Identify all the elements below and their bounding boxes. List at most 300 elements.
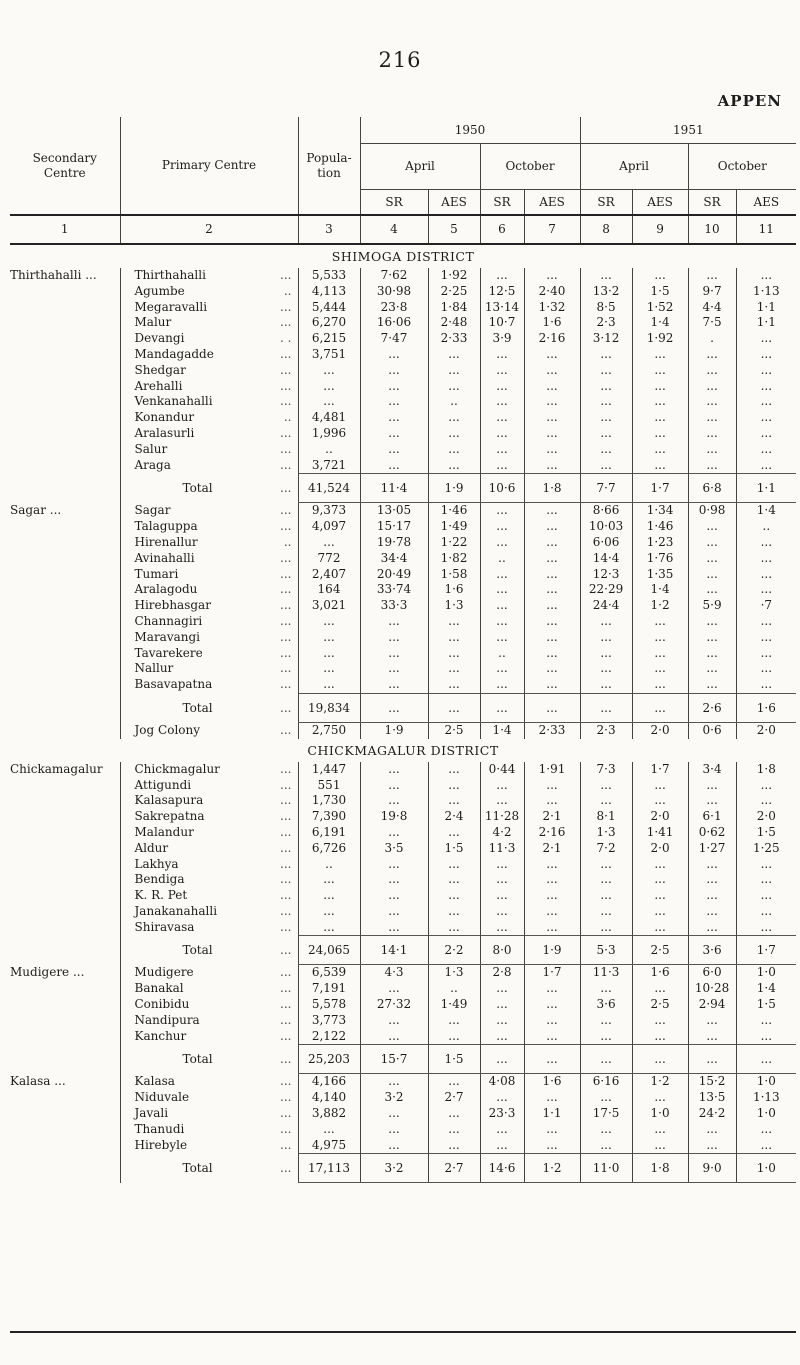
- sr-1951-april-cell: ...: [580, 394, 632, 410]
- sr-1950-october-cell: ...: [480, 458, 524, 474]
- aes-1951-april-cell: ...: [632, 857, 688, 873]
- secondary-centre-cell: [10, 300, 120, 316]
- aes-1950-october-cell: ...: [524, 904, 580, 920]
- leader-dots: ...: [280, 613, 292, 628]
- sr-1950-april-cell: 16·06: [360, 315, 428, 331]
- aes-1950-october-cell: ...: [524, 363, 580, 379]
- secondary-centre-cell: [10, 722, 120, 738]
- primary-centre-cell: Araga: [120, 458, 270, 474]
- sr-1950-april-cell: 15·17: [360, 519, 428, 535]
- aes-1950-april-cell: 1·3: [428, 598, 480, 614]
- leader-dots: ...: [280, 503, 292, 518]
- primary-centre-cell: Avinahalli: [120, 551, 270, 567]
- primary-centre-cell: Salur: [120, 442, 270, 458]
- aes-1951-april-cell: 1·35: [632, 567, 688, 583]
- sr-1950-april-cell: ...: [360, 677, 428, 693]
- leader-dots: ...: [280, 700, 292, 715]
- population-cell: 2,750: [298, 722, 360, 738]
- primary-centre-cell: Venkanahalli: [120, 394, 270, 410]
- leader-dots: ...: [280, 1090, 292, 1105]
- primary-centre-cell: Nandipura: [120, 1013, 270, 1029]
- population-cell: 2,407: [298, 567, 360, 583]
- aes-1951-october-cell: ·7: [736, 598, 796, 614]
- secondary-centre-cell: [10, 661, 120, 677]
- sr-1951-october-cell: 6·8: [688, 474, 736, 503]
- sr-1950-april-cell: ...: [360, 920, 428, 936]
- sr-1951-april-cell: ...: [580, 981, 632, 997]
- aes-1951-april-cell: ...: [632, 458, 688, 474]
- aes-1950-april-cell: 1·46: [428, 503, 480, 519]
- secondary-centre-cell: [10, 630, 120, 646]
- aes-1951-october-cell: 1·7: [736, 936, 796, 965]
- secondary-centre-cell: [10, 920, 120, 936]
- table-row: [10, 920, 796, 936]
- primary-centre-cell: Aralagodu: [120, 582, 270, 598]
- aes-1951-october-cell: 1·1: [736, 315, 796, 331]
- sr-1950-october-cell: 14·6: [480, 1154, 524, 1183]
- sr-1951-april-cell: 17·5: [580, 1106, 632, 1122]
- primary-centre-cell: Bendiga: [120, 872, 270, 888]
- primary-centre-cell: Javali: [120, 1106, 270, 1122]
- sr-1950-october-cell: ..: [480, 646, 524, 662]
- aes-1950-april-cell: ..: [428, 981, 480, 997]
- aes-1950-october-cell: ...: [524, 426, 580, 442]
- aes-1950-october-cell: ...: [524, 535, 580, 551]
- aes-1951-october-cell: 2·0: [736, 809, 796, 825]
- sr-1951-october-cell: ...: [688, 519, 736, 535]
- aes-1951-october-cell: 1·0: [736, 1074, 796, 1090]
- sr-1951-april-cell: ...: [580, 904, 632, 920]
- sr-1950-april-cell: 33·74: [360, 582, 428, 598]
- sr-1951-october-cell: ...: [688, 458, 736, 474]
- primary-centre-cell: Nallur: [120, 661, 270, 677]
- column-number: 10: [688, 215, 736, 244]
- secondary-centre-cell: [10, 598, 120, 614]
- aes-1950-april-cell: 1·84: [428, 300, 480, 316]
- primary-centre-cell: Hirebhasgar: [120, 598, 270, 614]
- population-cell: ...: [298, 535, 360, 551]
- sr-1951-april-cell: ...: [580, 920, 632, 936]
- population-cell: 17,113: [298, 1154, 360, 1183]
- sr-1951-april-cell: ...: [580, 442, 632, 458]
- primary-centre-cell: Chickmagalur: [120, 762, 270, 778]
- sr-1951-october-cell: ...: [688, 778, 736, 794]
- sr-1951-april-cell: ...: [580, 888, 632, 904]
- primary-centre-cell: Talaguppa: [120, 519, 270, 535]
- aes-1950-april-cell: ...: [428, 614, 480, 630]
- aes-1951-october-cell: 1·0: [736, 1154, 796, 1183]
- primary-centre-cell: Devangi: [120, 331, 270, 347]
- aes-1951-october-cell: ...: [736, 394, 796, 410]
- leader-dots: ...: [280, 299, 292, 314]
- aes-1950-october-cell: ...: [524, 793, 580, 809]
- aes-1951-october-cell: ...: [736, 1013, 796, 1029]
- morbidity-table: [10, 117, 796, 1183]
- secondary-centre-cell: Kalasa ...: [10, 1074, 66, 1089]
- sr-1950-october-cell: ...: [480, 693, 524, 722]
- aes-1951-october-cell: 1·5: [736, 825, 796, 841]
- sr-1951-october-cell: ...: [688, 363, 736, 379]
- leader-dots: ...: [280, 761, 292, 776]
- aes-1951-october-cell: ..: [736, 519, 796, 535]
- primary-centre-cell: Agumbe: [120, 284, 270, 300]
- sr-1950-april-cell: ...: [360, 347, 428, 363]
- secondary-centre-cell: [10, 904, 120, 920]
- aes-1950-october-cell: ...: [524, 394, 580, 410]
- sr-1950-april-cell: ...: [360, 762, 428, 778]
- aes-1951-april-cell: ...: [632, 1013, 688, 1029]
- column-number: 3: [298, 215, 360, 244]
- sr-1951-april-cell: 10·03: [580, 519, 632, 535]
- aes-1950-april-cell: ...: [428, 630, 480, 646]
- aes-1950-october-cell: ...: [524, 582, 580, 598]
- sr-1951-april-cell: 7·3: [580, 762, 632, 778]
- population-cell: 25,203: [298, 1045, 360, 1074]
- sr-1950-october-cell: ...: [480, 363, 524, 379]
- sr-1950-april-cell: ...: [360, 614, 428, 630]
- aes-1951-april-cell: ...: [632, 981, 688, 997]
- secondary-centre-cell: [10, 519, 120, 535]
- table-row: [10, 1074, 796, 1090]
- sr-1951-october-cell: ...: [688, 614, 736, 630]
- running-header: APPEN: [717, 92, 782, 110]
- district-heading-row: [10, 739, 796, 762]
- table-row: [10, 722, 796, 738]
- population-cell: ...: [298, 614, 360, 630]
- sr-1950-october-cell: 10·6: [480, 474, 524, 503]
- aes-1950-october-cell: 1·9: [524, 936, 580, 965]
- sr-1951-april-cell: 8·5: [580, 300, 632, 316]
- aes-1951-october-cell: ...: [736, 1138, 796, 1154]
- aes-1951-october-cell: ...: [736, 778, 796, 794]
- aes-1951-april-cell: ...: [632, 888, 688, 904]
- aes-1950-april-cell: ...: [428, 762, 480, 778]
- sr-1951-october-cell: 3·4: [688, 762, 736, 778]
- aes-1951-april-cell: ...: [632, 1045, 688, 1074]
- sr-1951-april-cell: ...: [580, 661, 632, 677]
- header-aes: AES: [632, 190, 688, 216]
- table-row: [10, 1106, 796, 1122]
- aes-1950-october-cell: ...: [524, 1122, 580, 1138]
- leader-dots: ..: [283, 283, 292, 298]
- primary-centre-cell: K. R. Pet: [120, 888, 270, 904]
- aes-1951-april-cell: 1·2: [632, 1074, 688, 1090]
- aes-1951-april-cell: 1·46: [632, 519, 688, 535]
- sr-1951-april-cell: 24·4: [580, 598, 632, 614]
- aes-1950-october-cell: ...: [524, 519, 580, 535]
- aes-1951-october-cell: ...: [736, 646, 796, 662]
- population-cell: 3,721: [298, 458, 360, 474]
- table-row: [10, 394, 796, 410]
- secondary-centre-cell: [10, 793, 120, 809]
- aes-1950-april-cell: 1·58: [428, 567, 480, 583]
- aes-1951-april-cell: 1·52: [632, 300, 688, 316]
- sr-1950-april-cell: ...: [360, 825, 428, 841]
- aes-1951-april-cell: 1·2: [632, 598, 688, 614]
- secondary-centre-cell: Mudigere ...: [10, 965, 85, 980]
- leader-dots: ...: [280, 394, 292, 409]
- sr-1950-april-cell: 3·5: [360, 841, 428, 857]
- sr-1951-april-cell: 6·16: [580, 1074, 632, 1090]
- primary-centre-cell: Total: [120, 1154, 270, 1183]
- population-cell: 9,373: [298, 503, 360, 519]
- leader-dots: ...: [280, 315, 292, 330]
- aes-1950-april-cell: ...: [428, 646, 480, 662]
- primary-centre-cell: Malandur: [120, 825, 270, 841]
- aes-1950-october-cell: ...: [524, 646, 580, 662]
- table-row: [10, 646, 796, 662]
- aes-1950-april-cell: 1·49: [428, 997, 480, 1013]
- primary-centre-cell: Shiravasa: [120, 920, 270, 936]
- sr-1951-october-cell: 24·2: [688, 1106, 736, 1122]
- primary-centre-cell: Basavapatna: [120, 677, 270, 693]
- sr-1950-october-cell: 0·44: [480, 762, 524, 778]
- aes-1951-october-cell: ...: [736, 1045, 796, 1074]
- aes-1950-october-cell: 1·7: [524, 965, 580, 981]
- leader-dots: ...: [280, 856, 292, 871]
- aes-1951-april-cell: 1·8: [632, 1154, 688, 1183]
- aes-1950-april-cell: ...: [428, 872, 480, 888]
- aes-1951-april-cell: ...: [632, 1029, 688, 1045]
- table-row: [10, 614, 796, 630]
- primary-centre-cell: Total: [120, 693, 270, 722]
- primary-centre-cell: Thirthahalli: [120, 268, 270, 284]
- aes-1950-october-cell: ...: [524, 347, 580, 363]
- aes-1951-october-cell: ...: [736, 458, 796, 474]
- aes-1951-april-cell: 2·5: [632, 997, 688, 1013]
- table-row: [10, 598, 796, 614]
- aes-1950-april-cell: ...: [428, 778, 480, 794]
- primary-centre-cell: Megaravalli: [120, 300, 270, 316]
- sr-1951-october-cell: 0·6: [688, 722, 736, 738]
- primary-centre-cell: Sakrepatna: [120, 809, 270, 825]
- aes-1951-april-cell: ...: [632, 347, 688, 363]
- sr-1950-april-cell: ...: [360, 394, 428, 410]
- aes-1950-april-cell: 2·48: [428, 315, 480, 331]
- sr-1950-april-cell: ...: [360, 646, 428, 662]
- sr-1950-october-cell: ...: [480, 677, 524, 693]
- aes-1950-april-cell: ...: [428, 458, 480, 474]
- leader-dots: ...: [280, 809, 292, 824]
- sr-1951-april-cell: ...: [580, 410, 632, 426]
- aes-1950-october-cell: 2·1: [524, 841, 580, 857]
- population-cell: 3,773: [298, 1013, 360, 1029]
- aes-1951-april-cell: 2·0: [632, 722, 688, 738]
- population-cell: ...: [298, 920, 360, 936]
- header-1951-october: October: [688, 144, 796, 190]
- table-row: [10, 458, 796, 474]
- aes-1950-april-cell: ...: [428, 920, 480, 936]
- sr-1950-april-cell: 20·49: [360, 567, 428, 583]
- aes-1950-october-cell: 1·8: [524, 474, 580, 503]
- secondary-centre-cell: [10, 1122, 120, 1138]
- population-cell: 3,021: [298, 598, 360, 614]
- aes-1951-april-cell: 2·0: [632, 841, 688, 857]
- header-year-1950: 1950: [360, 117, 580, 144]
- population-cell: ..: [298, 857, 360, 873]
- aes-1951-october-cell: 1·25: [736, 841, 796, 857]
- header-sr: SR: [580, 190, 632, 216]
- secondary-centre-cell: [10, 1090, 120, 1106]
- aes-1950-october-cell: 2·40: [524, 284, 580, 300]
- sr-1950-october-cell: ...: [480, 888, 524, 904]
- aes-1951-october-cell: ...: [736, 426, 796, 442]
- secondary-centre-cell: [10, 888, 120, 904]
- aes-1950-april-cell: 2·4: [428, 809, 480, 825]
- primary-centre-cell: Hirenallur: [120, 535, 270, 551]
- table-row: [10, 904, 796, 920]
- aes-1950-april-cell: ...: [428, 410, 480, 426]
- secondary-centre-cell: [10, 936, 120, 965]
- aes-1951-april-cell: 2·5: [632, 936, 688, 965]
- aes-1951-october-cell: ...: [736, 535, 796, 551]
- primary-centre-cell: Aralasurli: [120, 426, 270, 442]
- aes-1950-october-cell: ...: [524, 778, 580, 794]
- aes-1950-april-cell: ...: [428, 1106, 480, 1122]
- aes-1951-april-cell: 1·41: [632, 825, 688, 841]
- aes-1950-october-cell: ...: [524, 888, 580, 904]
- sr-1950-april-cell: ...: [360, 661, 428, 677]
- aes-1951-april-cell: ...: [632, 1090, 688, 1106]
- population-cell: 2,122: [298, 1029, 360, 1045]
- aes-1951-october-cell: ...: [736, 857, 796, 873]
- leader-dots: ...: [280, 1052, 292, 1067]
- table-header: [10, 117, 796, 244]
- aes-1950-october-cell: ...: [524, 1045, 580, 1074]
- secondary-centre-cell: [10, 872, 120, 888]
- primary-centre-cell: Channagiri: [120, 614, 270, 630]
- sr-1950-april-cell: 7·47: [360, 331, 428, 347]
- leader-dots: ...: [280, 722, 292, 737]
- sr-1951-october-cell: ...: [688, 1122, 736, 1138]
- aes-1950-october-cell: 1·6: [524, 315, 580, 331]
- population-cell: ...: [298, 661, 360, 677]
- primary-centre-cell: Jog Colony: [120, 722, 270, 738]
- sr-1950-april-cell: 14·1: [360, 936, 428, 965]
- aes-1950-october-cell: ...: [524, 693, 580, 722]
- column-number: 7: [524, 215, 580, 244]
- sr-1950-october-cell: ...: [480, 598, 524, 614]
- population-cell: ...: [298, 379, 360, 395]
- sr-1950-april-cell: ...: [360, 778, 428, 794]
- secondary-centre-cell: Sagar ...: [10, 503, 62, 518]
- table-row: [10, 410, 796, 426]
- sr-1950-april-cell: ...: [360, 1074, 428, 1090]
- sr-1951-october-cell: 6·1: [688, 809, 736, 825]
- aes-1951-october-cell: ...: [736, 793, 796, 809]
- population-cell: 3,751: [298, 347, 360, 363]
- aes-1950-april-cell: ...: [428, 1122, 480, 1138]
- bottom-rule: [10, 1331, 796, 1333]
- table-row: [10, 825, 796, 841]
- sr-1950-october-cell: ...: [480, 503, 524, 519]
- sr-1951-april-cell: ...: [580, 268, 632, 284]
- leader-dots: ...: [280, 1121, 292, 1136]
- aes-1950-april-cell: 1·22: [428, 535, 480, 551]
- aes-1950-april-cell: ...: [428, 677, 480, 693]
- aes-1950-april-cell: ...: [428, 426, 480, 442]
- table-row: [10, 997, 796, 1013]
- secondary-centre-cell: [10, 1045, 120, 1074]
- aes-1950-october-cell: ...: [524, 1138, 580, 1154]
- sr-1951-april-cell: ...: [580, 693, 632, 722]
- table-row: [10, 677, 796, 693]
- table-row: [10, 503, 796, 519]
- aes-1951-october-cell: ...: [736, 614, 796, 630]
- page-number: 216: [378, 48, 422, 72]
- secondary-centre-cell: [10, 458, 120, 474]
- sr-1951-october-cell: ...: [688, 379, 736, 395]
- sr-1950-april-cell: ...: [360, 379, 428, 395]
- column-number: 8: [580, 215, 632, 244]
- aes-1950-october-cell: ...: [524, 1013, 580, 1029]
- sr-1951-april-cell: ...: [580, 793, 632, 809]
- sr-1951-october-cell: ...: [688, 1029, 736, 1045]
- aes-1951-october-cell: 1·5: [736, 997, 796, 1013]
- sr-1951-april-cell: ...: [580, 1122, 632, 1138]
- leader-dots: ...: [280, 550, 292, 565]
- sr-1950-october-cell: 3·9: [480, 331, 524, 347]
- sr-1950-october-cell: ...: [480, 904, 524, 920]
- table-row: [10, 872, 796, 888]
- aes-1950-april-cell: 1·49: [428, 519, 480, 535]
- sr-1950-october-cell: ...: [480, 997, 524, 1013]
- aes-1950-october-cell: ...: [524, 872, 580, 888]
- secondary-centre-cell: [10, 394, 120, 410]
- aes-1951-april-cell: 1·0: [632, 1106, 688, 1122]
- sr-1951-april-cell: 3·12: [580, 331, 632, 347]
- sr-1951-october-cell: ...: [688, 920, 736, 936]
- sr-1950-october-cell: ...: [480, 630, 524, 646]
- sr-1951-april-cell: ...: [580, 778, 632, 794]
- aes-1950-october-cell: ...: [524, 442, 580, 458]
- sr-1950-april-cell: 19·8: [360, 809, 428, 825]
- aes-1951-october-cell: ...: [736, 268, 796, 284]
- sr-1950-april-cell: 1·9: [360, 722, 428, 738]
- aes-1951-april-cell: 1·92: [632, 331, 688, 347]
- aes-1950-april-cell: ...: [428, 1138, 480, 1154]
- sr-1950-april-cell: ...: [360, 872, 428, 888]
- leader-dots: . .: [280, 331, 292, 346]
- table-row: [10, 379, 796, 395]
- table-row: [10, 630, 796, 646]
- leader-dots: ...: [280, 1028, 292, 1043]
- secondary-centre-cell: [10, 331, 120, 347]
- aes-1950-october-cell: ...: [524, 630, 580, 646]
- leader-dots: ...: [280, 645, 292, 660]
- sr-1951-april-cell: 5·3: [580, 936, 632, 965]
- sr-1951-october-cell: ...: [688, 857, 736, 873]
- primary-centre-cell: Kalasapura: [120, 793, 270, 809]
- secondary-centre-cell: [10, 474, 120, 503]
- sr-1951-april-cell: ...: [580, 872, 632, 888]
- population-cell: 41,524: [298, 474, 360, 503]
- secondary-centre-cell: [10, 363, 120, 379]
- sr-1950-april-cell: ...: [360, 793, 428, 809]
- primary-centre-cell: Total: [120, 1045, 270, 1074]
- sr-1951-april-cell: 11·3: [580, 965, 632, 981]
- sr-1950-april-cell: ...: [360, 363, 428, 379]
- aes-1950-october-cell: ...: [524, 598, 580, 614]
- sr-1951-april-cell: ...: [580, 1045, 632, 1074]
- aes-1951-april-cell: ...: [632, 793, 688, 809]
- aes-1950-april-cell: 1·5: [428, 841, 480, 857]
- aes-1951-april-cell: 1·34: [632, 503, 688, 519]
- population-cell: ..: [298, 442, 360, 458]
- aes-1951-april-cell: ...: [632, 410, 688, 426]
- sr-1950-october-cell: ...: [480, 268, 524, 284]
- aes-1951-october-cell: ...: [736, 661, 796, 677]
